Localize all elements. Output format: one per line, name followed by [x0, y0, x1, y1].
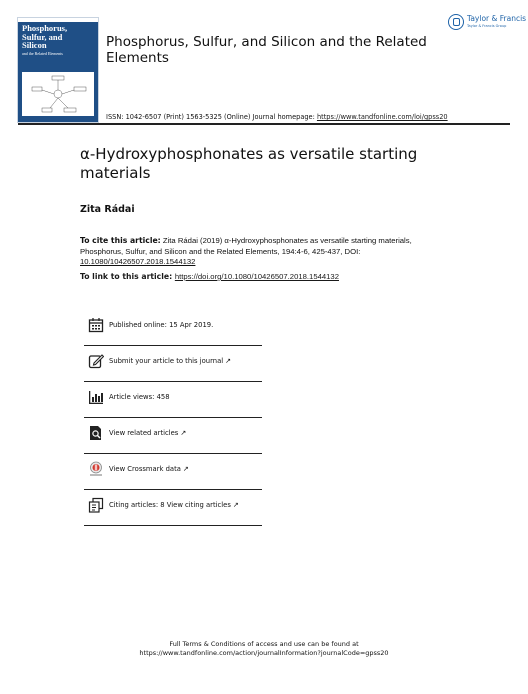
- info-row-views: [84, 382, 262, 418]
- article-link-line: [80, 272, 460, 281]
- article-doi-url[interactable]: https://doi.org/10.1080/10426507.2018.1544132: [174, 272, 339, 281]
- citing-articles-label: [109, 501, 239, 509]
- footer-terms-link[interactable]: https://www.tandfonline.com/action/journalInformation?journalCode=gpss20: [139, 649, 389, 657]
- issn-text: ISSN: 1042-6507 (Print) 1563-5325 (Online) Journal homepage:: [106, 113, 317, 121]
- citing-articles-text[interactable]: Citing articles: 8 View citing articles: [109, 501, 231, 509]
- article-views-label: Article views: 458: [109, 393, 170, 401]
- citing-icon: [88, 497, 104, 513]
- cover-title: Phosphorus, Sulfur, and Silicon: [22, 23, 68, 50]
- published-date-label: Published online: 15 Apr 2019.: [109, 321, 214, 329]
- publisher-logo[interactable]: [448, 12, 528, 34]
- footer-terms-text: Full Terms & Conditions of access and use can be found at: [169, 640, 359, 648]
- citation-label: To cite this article:: [80, 236, 161, 245]
- external-link-icon: ↗: [180, 429, 187, 437]
- issn-line: [106, 113, 526, 121]
- cover-subtitle: and the Related Elements: [22, 51, 63, 56]
- submit-article-label: [109, 357, 231, 365]
- external-link-icon: ↗: [225, 357, 232, 365]
- related-articles-text[interactable]: View related articles: [109, 429, 179, 437]
- bar-chart-icon: [88, 389, 104, 405]
- info-row-crossmark[interactable]: [84, 454, 262, 490]
- info-row-citing[interactable]: [84, 490, 262, 526]
- publisher-logo-name: Taylor & Francis: [467, 14, 527, 23]
- crossmark-label: [109, 465, 189, 473]
- publisher-logo-tagline: Taylor & Francis Group: [467, 24, 507, 28]
- edit-icon: [88, 353, 104, 369]
- journal-title[interactable]: Phosphorus, Sulfur, and Silicon and the Related Elements: [106, 34, 427, 66]
- footer: [0, 640, 528, 658]
- publisher-logo-icon: [448, 14, 464, 30]
- external-link-icon: ↗: [182, 465, 189, 473]
- crossmark-text[interactable]: View Crossmark data: [109, 465, 181, 473]
- header-divider: [18, 123, 510, 125]
- citation-block: [80, 236, 452, 268]
- cover-figure: [22, 72, 94, 116]
- cover-top-bar: [18, 18, 98, 22]
- citation-text: Zita Rádai (2019) α-Hydroxyphosphonates as versatile starting materials, Phosphorus, Sulfur, and Silicon and the Related Elements, 194:4-6, 425-437, DOI:: [80, 236, 412, 256]
- journal-homepage-link[interactable]: https://www.tandfonline.com/loi/gpss20: [316, 113, 448, 121]
- info-row-related[interactable]: [84, 418, 262, 454]
- journal-cover: [18, 18, 98, 122]
- article-title: α-Hydroxyphosphonates as versatile starting materials: [80, 145, 418, 182]
- info-row-submit[interactable]: [84, 346, 262, 382]
- calendar-icon: [88, 317, 104, 333]
- crossmark-icon: [88, 461, 104, 477]
- related-articles-label: [109, 429, 186, 437]
- link-label: To link to this article:: [80, 272, 175, 281]
- author-name: Zita Rádai: [80, 204, 135, 215]
- search-document-icon: [88, 425, 104, 441]
- doi-link[interactable]: 10.1080/10426507.2018.1544132: [80, 257, 196, 266]
- external-link-icon: ↗: [232, 501, 239, 509]
- submit-article-text[interactable]: Submit your article to this journal: [109, 357, 224, 365]
- info-row-published: [84, 310, 262, 346]
